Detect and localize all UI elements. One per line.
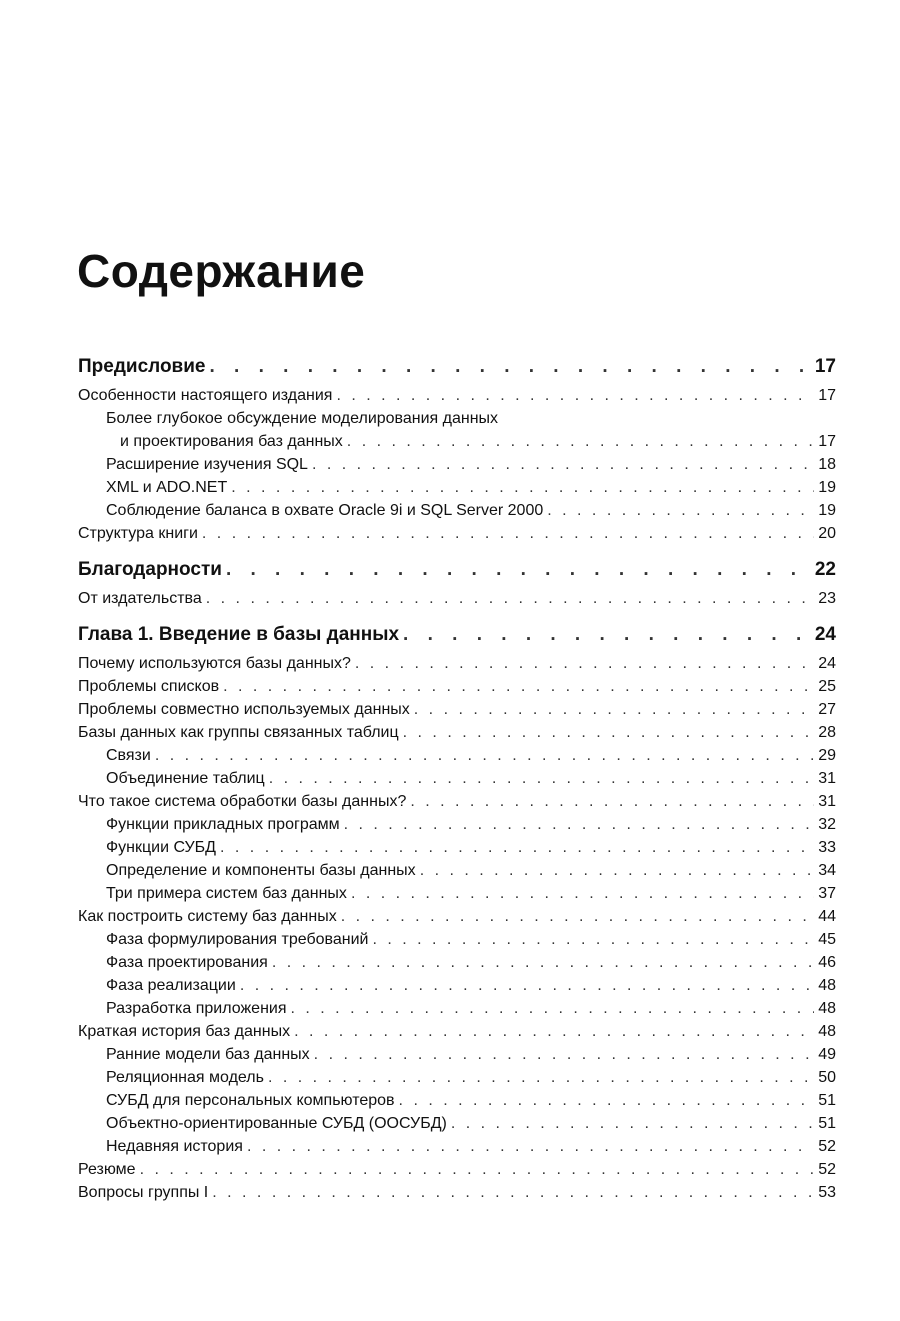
- toc-entry[interactable]: [78, 905, 836, 928]
- toc-label: Структура книги: [78, 525, 198, 542]
- leader-dots: [220, 836, 814, 859]
- toc-page-number: 24: [814, 624, 836, 645]
- toc-label: Реляционная модель: [106, 1069, 264, 1086]
- toc-subentry[interactable]: [78, 1089, 836, 1112]
- toc-subentry[interactable]: [78, 476, 836, 499]
- toc-entry[interactable]: [78, 675, 836, 698]
- toc-page-number: 17: [818, 433, 836, 450]
- toc-entry[interactable]: [78, 384, 836, 407]
- toc-entry[interactable]: [78, 721, 836, 744]
- toc-page-number: 18: [818, 456, 836, 473]
- toc-label: Проблемы списков: [78, 678, 220, 695]
- toc-label: Расширение изучения SQL: [106, 456, 308, 473]
- toc-page-number: 37: [818, 885, 836, 902]
- leader-dots: [336, 384, 814, 407]
- toc-label: Недавняя история: [106, 1138, 243, 1155]
- toc-label: Краткая история баз данных: [78, 1023, 291, 1040]
- leader-dots: [272, 951, 814, 974]
- leader-dots: [347, 430, 814, 453]
- leader-dots: [247, 1135, 814, 1158]
- leader-dots: [314, 1043, 815, 1066]
- toc-page-number: 20: [818, 525, 836, 542]
- toc-label: Базы данных как группы связанных таблиц: [78, 724, 399, 741]
- toc-subentry[interactable]: [78, 499, 836, 522]
- toc-page-number: 32: [818, 816, 836, 833]
- leader-dots: [410, 790, 814, 813]
- toc-section-thanks[interactable]: [78, 557, 836, 583]
- toc-label: Соблюдение баланса в охвате Oracle 9i и SQL Server 2000: [106, 502, 544, 519]
- toc-label: Связи: [106, 747, 151, 764]
- leader-dots: [451, 1112, 814, 1135]
- toc-page-number: 19: [818, 502, 836, 519]
- leader-dots: [212, 1181, 814, 1204]
- toc-subentry[interactable]: [78, 859, 836, 882]
- toc-page-number: 34: [818, 862, 836, 879]
- toc-subentry[interactable]: [78, 836, 836, 859]
- toc-subentry[interactable]: [78, 453, 836, 476]
- toc-label: Предисловие: [78, 356, 206, 377]
- toc-page-number: 31: [818, 793, 836, 810]
- toc-entry[interactable]: [78, 522, 836, 545]
- toc-page-number: 52: [818, 1138, 836, 1155]
- toc-entry[interactable]: [78, 1158, 836, 1181]
- toc-label: Фаза реализации: [106, 977, 236, 994]
- toc-page-number: 51: [818, 1092, 836, 1109]
- leader-dots: [268, 1066, 814, 1089]
- toc-entry[interactable]: [78, 790, 836, 813]
- toc-page-number: 50: [818, 1069, 836, 1086]
- leader-dots: [155, 744, 814, 767]
- toc-label: Объектно-ориентированные СУБД (ООСУБД): [106, 1115, 447, 1132]
- toc-subentry[interactable]: [78, 997, 836, 1020]
- toc-subentry-line2[interactable]: [78, 430, 836, 453]
- leader-dots: [226, 557, 811, 583]
- toc-page-number: 31: [818, 770, 836, 787]
- toc-subentry[interactable]: [78, 767, 836, 790]
- toc-page-number: 48: [818, 977, 836, 994]
- toc-page-number: 29: [818, 747, 836, 764]
- leader-dots: [403, 721, 815, 744]
- page-title: Содержание: [77, 245, 366, 297]
- leader-dots: [240, 974, 814, 997]
- leader-dots: [294, 1020, 814, 1043]
- toc-label: Функции прикладных программ: [106, 816, 340, 833]
- toc-label: и проектирования баз данных: [120, 433, 343, 450]
- leader-dots: [403, 622, 811, 648]
- toc-label: XML и ADO.NET: [106, 479, 228, 496]
- toc-page-number: 45: [818, 931, 836, 948]
- toc-section-preface[interactable]: [78, 354, 836, 380]
- toc-subentry[interactable]: [78, 813, 836, 836]
- toc-label: Особенности настоящего издания: [78, 387, 333, 404]
- toc-page-number: 44: [818, 908, 836, 925]
- toc-label: Функции СУБД: [106, 839, 217, 856]
- toc-subentry[interactable]: [78, 882, 836, 905]
- toc-entry[interactable]: [78, 698, 836, 721]
- leader-dots: [140, 1158, 815, 1181]
- toc-entry[interactable]: [78, 1020, 836, 1043]
- leader-dots: [269, 767, 815, 790]
- toc-page-number: 46: [818, 954, 836, 971]
- toc-label: Резюме: [78, 1161, 136, 1178]
- toc-label: Вопросы группы I: [78, 1184, 209, 1201]
- toc-subentry-line1[interactable]: [78, 407, 836, 430]
- toc-label: Разработка приложения: [106, 1000, 287, 1017]
- leader-dots: [399, 1089, 815, 1112]
- toc-page-number: 33: [818, 839, 836, 856]
- toc-page-number: 22: [814, 559, 836, 580]
- toc-label: От издательства: [78, 590, 202, 607]
- toc-page-number: 17: [818, 387, 836, 404]
- toc-label: Более глубокое обсуждение моделирования данных: [106, 410, 499, 427]
- toc-page-number: 52: [818, 1161, 836, 1178]
- toc-page-number: 27: [818, 701, 836, 718]
- leader-dots: [341, 905, 814, 928]
- toc-subentry[interactable]: [78, 951, 836, 974]
- toc-page-number: 48: [818, 1023, 836, 1040]
- toc-page-number: 51: [818, 1115, 836, 1132]
- toc-label: Почему используются базы данных?: [78, 655, 351, 672]
- toc-label: Проблемы совместно используемых данных: [78, 701, 410, 718]
- toc-subentry[interactable]: [78, 1135, 836, 1158]
- toc-label: Благодарности: [78, 559, 222, 580]
- leader-dots: [231, 476, 814, 499]
- toc-page-number: 28: [818, 724, 836, 741]
- toc-subentry[interactable]: [78, 928, 836, 951]
- leader-dots: [210, 354, 811, 380]
- leader-dots: [420, 859, 815, 882]
- leader-dots: [355, 652, 814, 675]
- toc-label: Фаза формулирования требований: [106, 931, 369, 948]
- toc-entry[interactable]: [78, 1181, 836, 1204]
- toc-page-number: 53: [818, 1184, 836, 1201]
- toc-entry[interactable]: [78, 587, 836, 610]
- toc-page-number: 49: [818, 1046, 836, 1063]
- toc-label: Ранние модели баз данных: [106, 1046, 310, 1063]
- toc-page-number: 48: [818, 1000, 836, 1017]
- table-of-contents: [78, 354, 836, 1204]
- leader-dots: [372, 928, 814, 951]
- leader-dots: [202, 522, 814, 545]
- toc-chapter-1[interactable]: [78, 622, 836, 648]
- leader-dots: [291, 997, 815, 1020]
- toc-page-number: 19: [818, 479, 836, 496]
- leader-dots: [351, 882, 814, 905]
- toc-label: Определение и компоненты базы данных: [106, 862, 416, 879]
- toc-label: Фаза проектирования: [106, 954, 268, 971]
- toc-label: Объединение таблиц: [106, 770, 265, 787]
- toc-label: Глава 1. Введение в базы данных: [78, 624, 400, 645]
- leader-dots: [223, 675, 814, 698]
- toc-subentry[interactable]: [78, 1112, 836, 1135]
- toc-subentry[interactable]: [78, 974, 836, 997]
- toc-label: Что такое система обработки базы данных?: [78, 793, 407, 810]
- toc-page-number: 17: [814, 356, 836, 377]
- toc-label: Как построить систему баз данных: [78, 908, 337, 925]
- leader-dots: [312, 453, 814, 476]
- leader-dots: [547, 499, 814, 522]
- toc-page-number: 24: [818, 655, 836, 672]
- leader-dots: [414, 698, 814, 721]
- toc-entry[interactable]: [78, 652, 836, 675]
- toc-subentry[interactable]: [78, 1066, 836, 1089]
- toc-label: Три примера систем баз данных: [106, 885, 347, 902]
- toc-page-number: 23: [818, 590, 836, 607]
- toc-label: СУБД для персональных компьютеров: [106, 1092, 395, 1109]
- toc-subentry[interactable]: [78, 1043, 836, 1066]
- toc-subentry[interactable]: [78, 744, 836, 767]
- leader-dots: [206, 587, 814, 610]
- toc-page-number: 25: [818, 678, 836, 695]
- leader-dots: [344, 813, 815, 836]
